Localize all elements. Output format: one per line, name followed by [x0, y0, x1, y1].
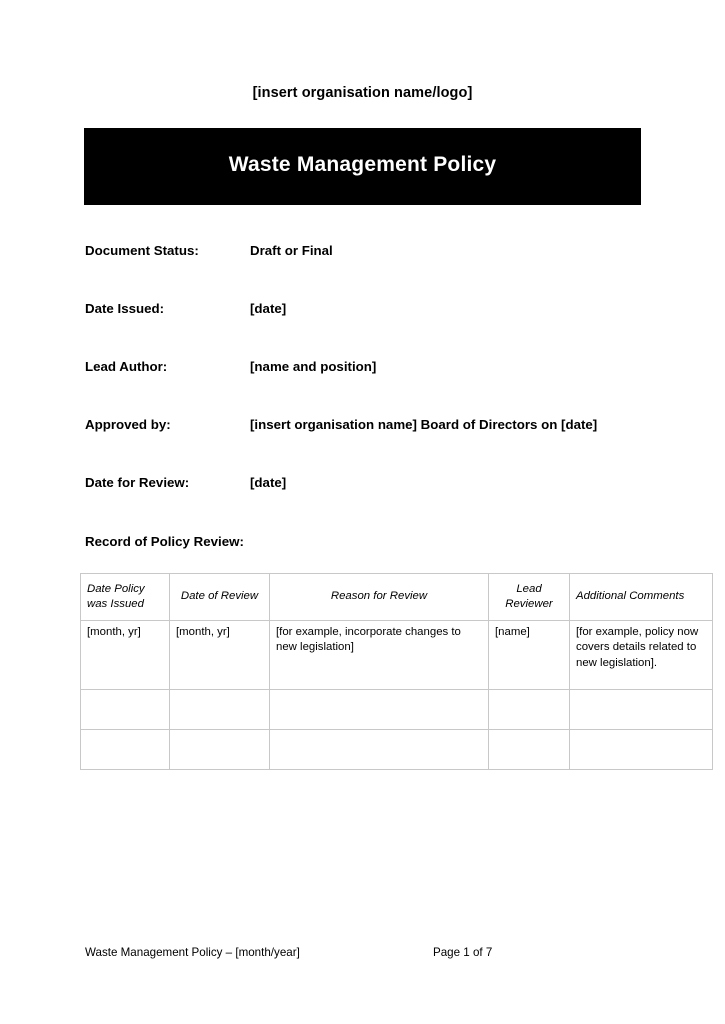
table-header [81, 574, 713, 621]
page-title: Waste Management Policy [228, 152, 497, 176]
metadata-label: Date Issued: [85, 301, 165, 316]
page-footer [85, 946, 645, 964]
metadata-value: Draft or Final [250, 243, 333, 258]
cell-reason [270, 730, 489, 770]
cell-lead-reviewer: [name] [489, 621, 570, 690]
metadata-row-lead-author [85, 359, 645, 417]
column-header-date-of-review: Date of Review [170, 574, 270, 621]
record-of-policy-review-heading: Record of Policy Review: [85, 534, 244, 549]
metadata-value: [date] [250, 475, 287, 490]
metadata-row-approved-by [85, 417, 645, 475]
cell-date-of-review [170, 690, 270, 730]
metadata-row-date-issued [85, 301, 645, 359]
metadata-value: [name and position] [250, 359, 377, 374]
table-row [81, 621, 713, 690]
metadata-label: Approved by: [85, 417, 171, 432]
footer-document-reference: Waste Management Policy – [month/year] [85, 946, 300, 959]
column-header-additional-comments: Additional Comments [570, 574, 713, 621]
organisation-name-placeholder: [insert organisation name/logo] [252, 85, 473, 101]
column-header-lead-reviewer: Lead Reviewer [489, 574, 570, 621]
column-header-reason-for-review: Reason for Review [270, 574, 489, 621]
cell-additional-comments [570, 690, 713, 730]
document-metadata-list [85, 243, 645, 533]
cell-date-issued [81, 690, 170, 730]
metadata-row-document-status [85, 243, 645, 301]
table-body [81, 621, 713, 770]
cell-date-issued [81, 730, 170, 770]
cell-additional-comments: [for example, policy now covers details related to new legislation]. [570, 621, 713, 690]
metadata-value: [date] [250, 301, 287, 316]
table-row [81, 730, 713, 770]
cell-reason: [for example, incorporate changes to new legislation] [270, 621, 489, 690]
cell-lead-reviewer [489, 730, 570, 770]
table-header-row [81, 574, 713, 621]
cell-additional-comments [570, 730, 713, 770]
table-row [81, 690, 713, 730]
metadata-label: Document Status: [85, 243, 199, 258]
footer-page-number: Page 1 of 7 [433, 946, 493, 959]
cell-date-of-review [170, 730, 270, 770]
cell-date-issued: [month, yr] [81, 621, 170, 690]
cell-reason [270, 690, 489, 730]
cell-date-of-review: [month, yr] [170, 621, 270, 690]
cell-lead-reviewer [489, 690, 570, 730]
metadata-label: Date for Review: [85, 475, 190, 490]
title-banner [84, 128, 641, 205]
metadata-row-date-for-review [85, 475, 645, 533]
policy-review-table [80, 573, 713, 770]
metadata-label: Lead Author: [85, 359, 168, 374]
metadata-value: [insert organisation name] Board of Directors on [date] [250, 417, 598, 432]
column-header-date-policy-was-issued: Date Policy was Issued [81, 574, 170, 621]
